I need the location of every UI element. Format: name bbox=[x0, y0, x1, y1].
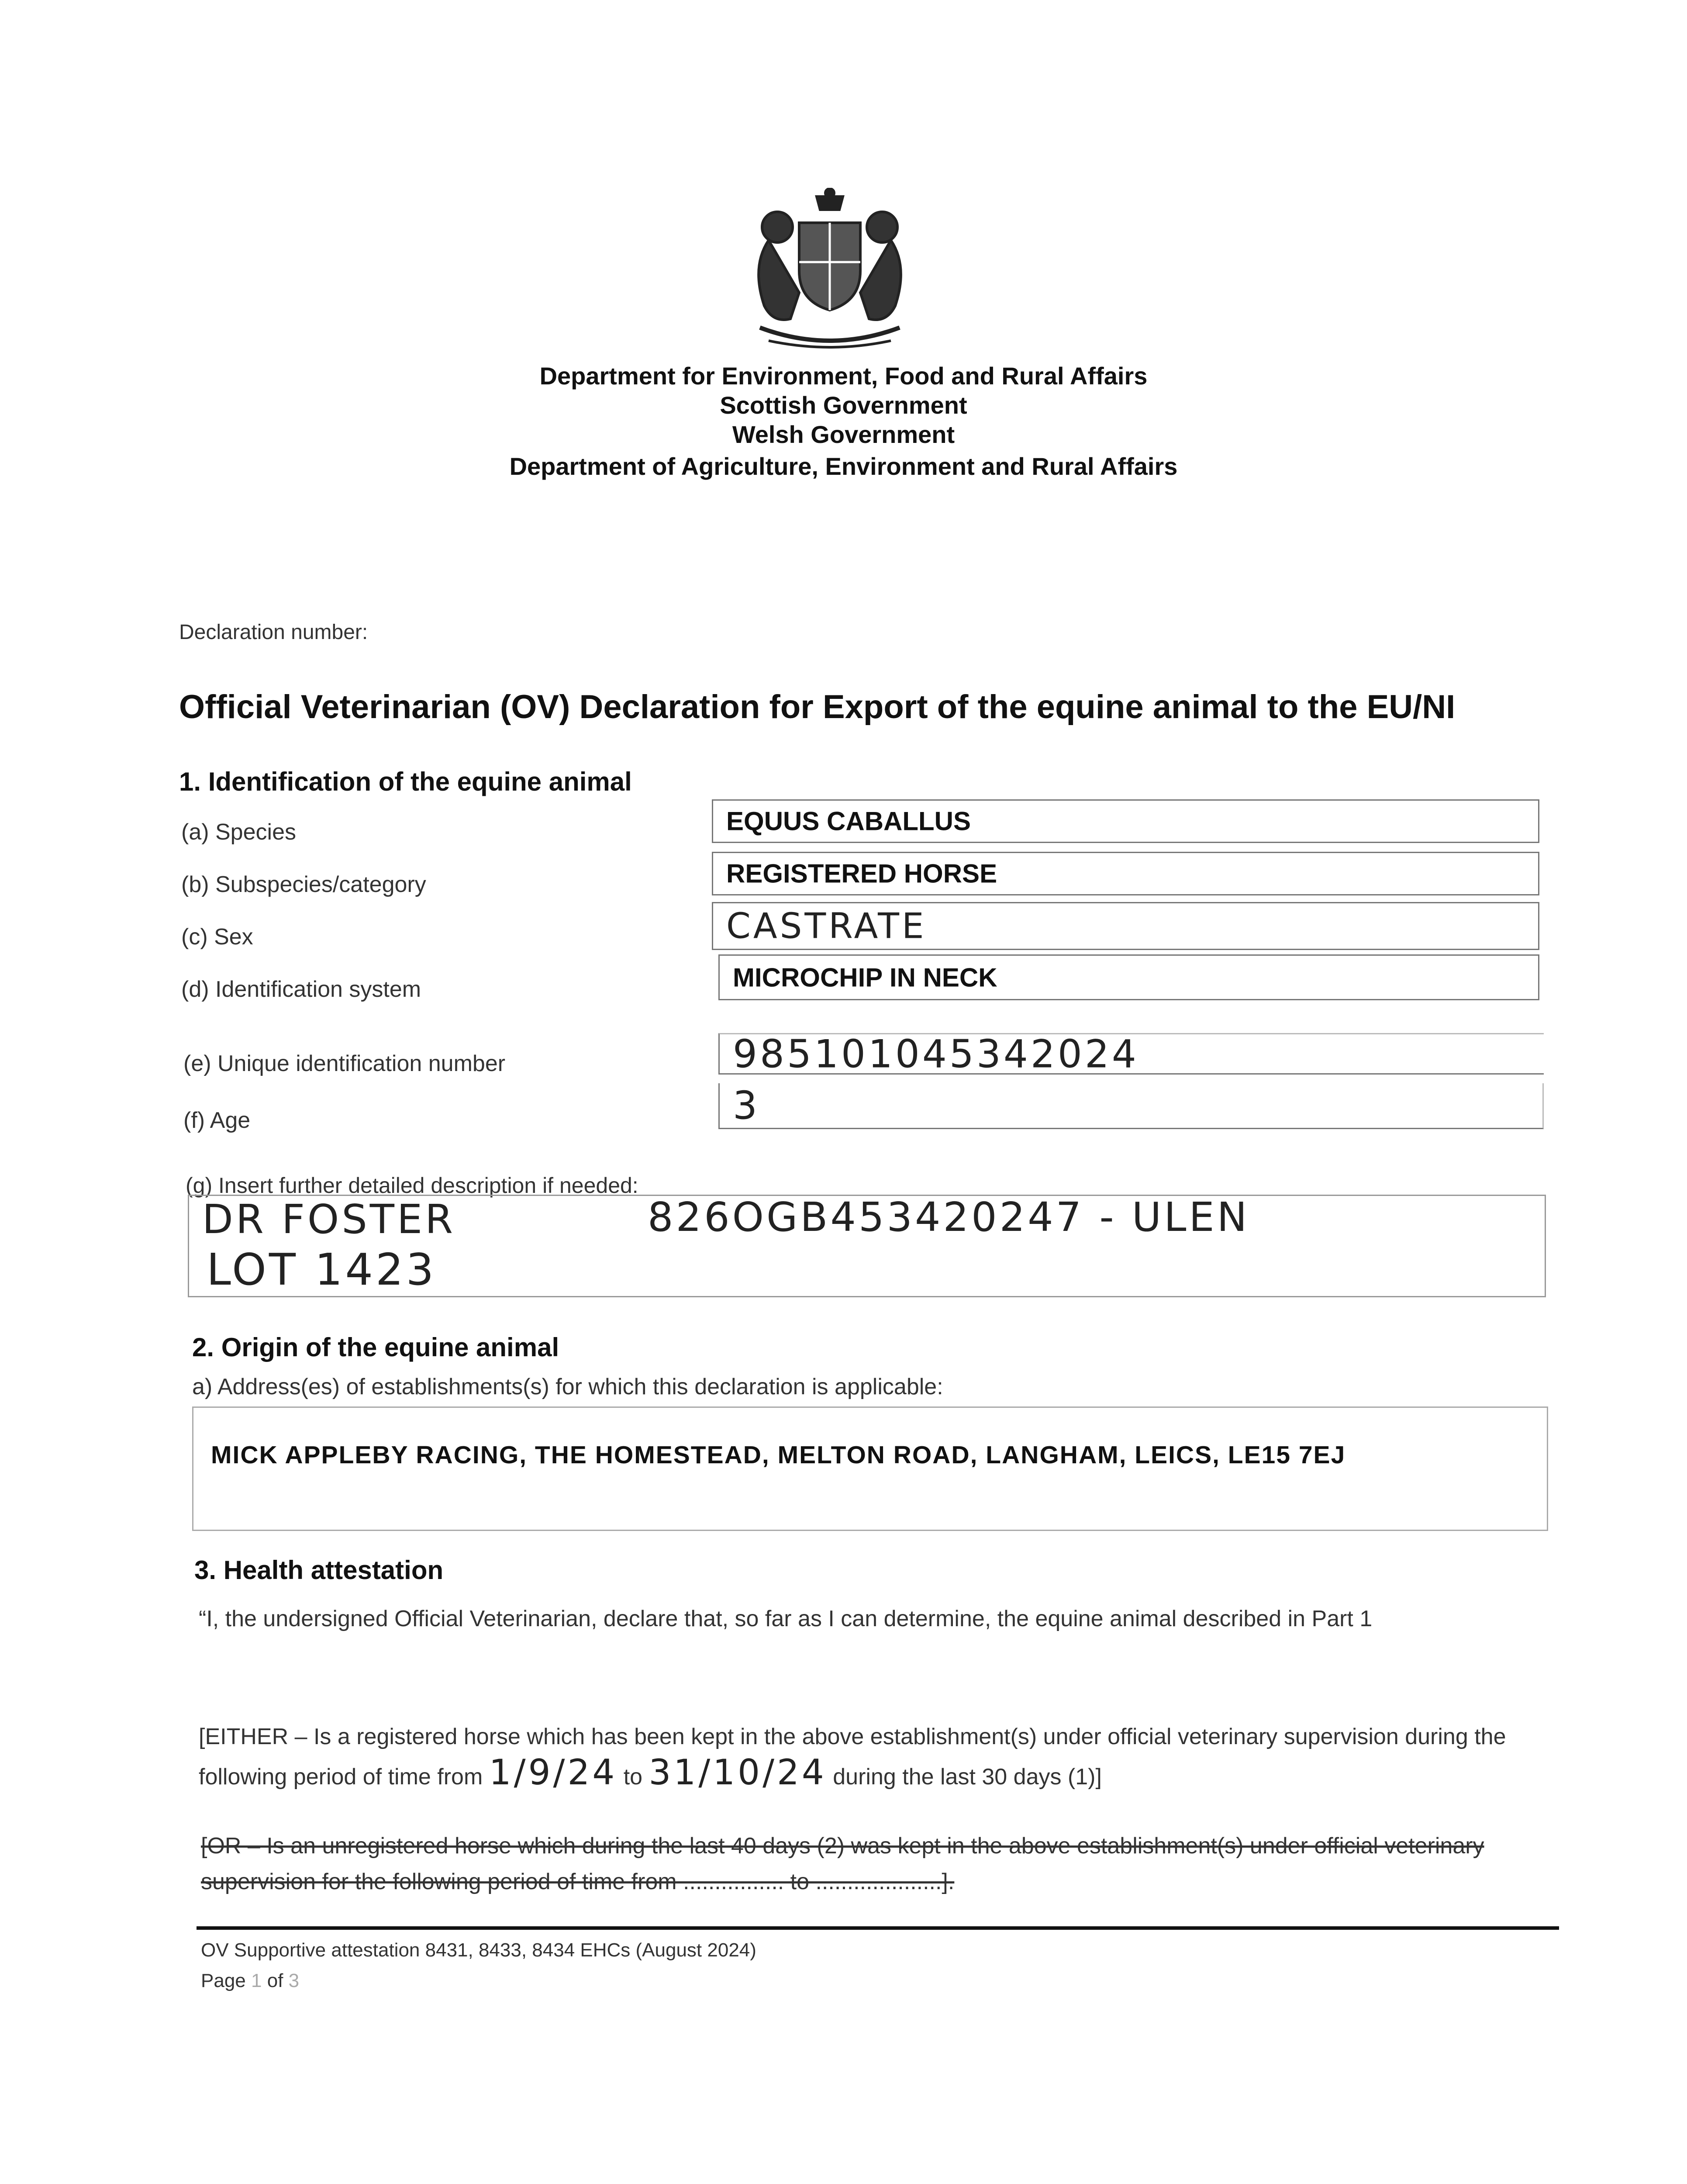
subspecies-value: REGISTERED HORSE bbox=[726, 859, 997, 888]
subspecies-label: (b) Subspecies/category bbox=[181, 872, 426, 897]
either-text-b: during the last 30 days (1)] bbox=[833, 1764, 1102, 1790]
identification-system-label: (d) Identification system bbox=[181, 977, 421, 1002]
page-total: 3 bbox=[288, 1970, 300, 1991]
dept-daera: Department of Agriculture, Environment and Rural Affairs bbox=[509, 453, 1178, 480]
age-value: 3 bbox=[733, 1083, 760, 1128]
species-field[interactable] bbox=[712, 799, 1539, 843]
unique-id-label: (e) Unique identification number bbox=[183, 1051, 506, 1076]
further-description-line1-left: DR FOSTER bbox=[202, 1196, 455, 1243]
species-value: EQUUS CABALLUS bbox=[726, 806, 971, 836]
royal-coat-of-arms-icon bbox=[742, 188, 917, 354]
age-field[interactable] bbox=[718, 1083, 1544, 1129]
further-description-label: (g) Insert further detailed description if needed: bbox=[186, 1173, 638, 1198]
further-description-line2: LOT 1423 bbox=[207, 1244, 437, 1295]
section-2-heading: 2. Origin of the equine animal bbox=[192, 1333, 559, 1362]
page-word: Page bbox=[201, 1970, 246, 1991]
date-to: 31/10/24 bbox=[649, 1752, 827, 1793]
section-3-heading: 3. Health attestation bbox=[194, 1555, 444, 1585]
footer-attestation: OV Supportive attestation 8431, 8433, 8434 EHCs (August 2024) bbox=[201, 1939, 756, 1961]
section-1-heading: 1. Identification of the equine animal bbox=[179, 767, 632, 796]
dept-defra: Department for Environment, Food and Rural Affairs bbox=[539, 362, 1148, 390]
sex-field[interactable] bbox=[712, 902, 1539, 950]
either-text-a: [EITHER – Is a registered horse which has been kept in the above establishment(s) under official veterinary supervision during the following period of time from bbox=[199, 1724, 1506, 1790]
page-number: 1 bbox=[251, 1970, 262, 1991]
to-word: to bbox=[623, 1764, 643, 1790]
unique-id-field[interactable] bbox=[718, 1033, 1544, 1075]
address-value: MICK APPLEBY RACING, THE HOMESTEAD, MELTON ROAD, LANGHAM, LEICS, LE15 7EJ bbox=[211, 1441, 1346, 1469]
unique-id-value: 985101045342024 bbox=[733, 1031, 1139, 1076]
dept-scottish-gov: Scottish Government bbox=[720, 391, 967, 419]
further-description-field[interactable] bbox=[188, 1195, 1546, 1297]
subspecies-field[interactable] bbox=[712, 852, 1539, 895]
species-label: (a) Species bbox=[181, 819, 296, 845]
identification-system-value: MICROCHIP IN NECK bbox=[733, 963, 997, 992]
either-paragraph bbox=[199, 1719, 1557, 1795]
sex-label: (c) Sex bbox=[181, 924, 253, 950]
identification-system-field[interactable] bbox=[718, 954, 1539, 1000]
page-title: Official Veterinarian (OV) Declaration for Export of the equine animal to the EU/NI bbox=[179, 688, 1456, 726]
date-from: 1/9/24 bbox=[489, 1752, 618, 1793]
address-label: a) Address(es) of establishments(s) for which this declaration is applicable: bbox=[192, 1374, 943, 1400]
address-field[interactable] bbox=[192, 1406, 1548, 1531]
declaration-number-label: Declaration number: bbox=[179, 621, 368, 644]
of-word: of bbox=[267, 1970, 283, 1991]
further-description-line1-right: 826OGB453420247 - ULEN bbox=[648, 1194, 1250, 1241]
page-indicator bbox=[201, 1970, 299, 1992]
attestation-intro: “I, the undersigned Official Veterinarian, declare that, so far as I can determine, the equine animal described in Part 1 bbox=[199, 1606, 1373, 1631]
age-label: (f) Age bbox=[183, 1108, 251, 1133]
footer-divider bbox=[197, 1926, 1559, 1930]
or-paragraph: [OR – Is an unregistered horse which during the last 40 days (2) was kept in the above establishment(s) under official veterinary supervision for the following period of time from ................ to ....................]. bbox=[201, 1833, 1484, 1894]
dept-welsh-gov: Welsh Government bbox=[732, 421, 955, 448]
sex-value: CASTRATE bbox=[726, 905, 927, 947]
